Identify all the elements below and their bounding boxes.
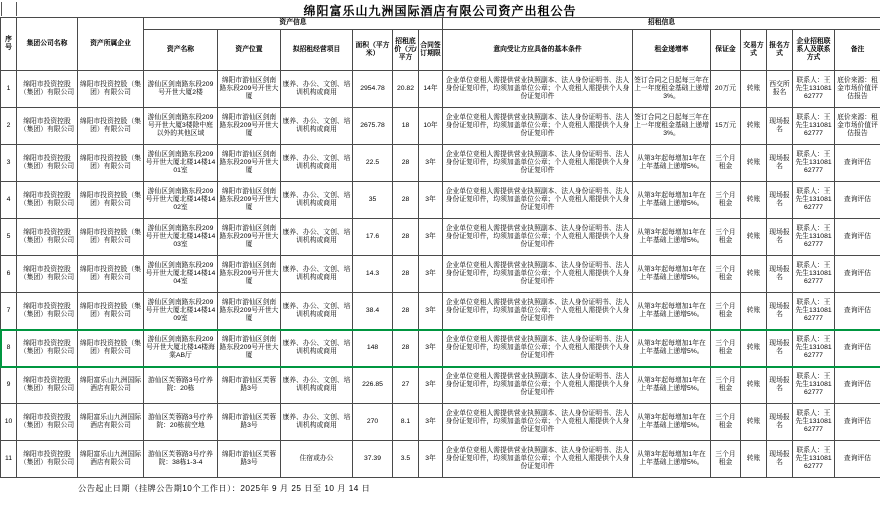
cell-conditions: 企业单位竞租人需提供营业执照副本、法人身份证明书、法人身份证复印件，均须加盖单位公章；个人竞租人需提供个人身份证复印件 [443, 367, 633, 404]
cell-contact: 联系人：王先生13108162777 [793, 367, 835, 404]
cell-rent-increase: 从第3年起每增加1年在上年基础上递增5%。 [633, 145, 711, 182]
cell-project: 康养、办公、文创、培训机构或商用 [281, 71, 353, 108]
cell-remark: 查询评估 [835, 293, 880, 330]
cell-area: 270 [353, 404, 393, 441]
table-row [1, 293, 880, 330]
cell-group-company: 绵阳市投资控股（集团）有限公司 [17, 256, 78, 293]
table-row [1, 145, 880, 182]
cell-area: 2675.78 [353, 108, 393, 145]
cell-trade-method: 转账 [741, 256, 767, 293]
cell-area: 14.3 [353, 256, 393, 293]
cell-asset-name: 游仙区剑南路东段209号开世大厦北楼14楼1404室 [144, 256, 218, 293]
col-header-contact: 企业招租联系人及联系方式 [793, 30, 835, 71]
cell-group-company: 绵阳市投资控股（集团）有限公司 [17, 404, 78, 441]
cell-seq: 11 [1, 441, 17, 478]
cell-contact: 联系人：王先生13108162777 [793, 256, 835, 293]
col-header-group-company: 集团公司名称 [17, 18, 78, 71]
cell-seq: 5 [1, 219, 17, 256]
grid-line [16, 2, 17, 16]
cell-remark: 查询评估 [835, 182, 880, 219]
col-header-owner-company: 资产所属企业 [78, 18, 144, 71]
cell-group-company: 绵阳市投资控股（集团）有限公司 [17, 145, 78, 182]
cell-seq: 4 [1, 182, 17, 219]
table-row [1, 219, 880, 256]
cell-signup-method: 西交所报名 [767, 71, 793, 108]
cell-asset-name: 游仙区剑南路东段209号开世大厦北楼14楼海棠AB厅 [144, 330, 218, 367]
cell-deposit: 三个月租金 [711, 367, 741, 404]
cell-remark: 底价来源：租金市场价值评估报告 [835, 108, 880, 145]
cell-contact: 联系人：王先生13108162777 [793, 108, 835, 145]
asset-rental-table [0, 17, 880, 478]
cell-signup-method: 现场报名 [767, 256, 793, 293]
cell-area: 17.6 [353, 219, 393, 256]
cell-rent-increase: 从第3年起每增加1年在上年基础上递增5%。 [633, 404, 711, 441]
cell-deposit: 三个月租金 [711, 219, 741, 256]
cell-rent-increase: 从第3年起每增加1年在上年基础上递增5%。 [633, 256, 711, 293]
cell-conditions: 企业单位竞租人需提供营业执照副本、法人身份证明书、法人身份证复印件，均须加盖单位公章；个人竞租人需提供个人身份证复印件 [443, 219, 633, 256]
cell-group-company: 绵阳市投资控股（集团）有限公司 [17, 330, 78, 367]
cell-project: 康养、办公、文创、培训机构或商用 [281, 367, 353, 404]
table-body [1, 71, 880, 478]
cell-area: 38.4 [353, 293, 393, 330]
cell-term: 14年 [419, 71, 443, 108]
cell-rent-increase: 从第3年起每增加1年在上年基础上递增5%。 [633, 182, 711, 219]
cell-area: 148 [353, 330, 393, 367]
cell-signup-method: 现场报名 [767, 404, 793, 441]
cell-base-price: 28 [393, 330, 419, 367]
page-title-row [0, 0, 880, 17]
cell-seq: 6 [1, 256, 17, 293]
cell-project: 康养、办公、文创、培训机构或商用 [281, 330, 353, 367]
cell-term: 3年 [419, 219, 443, 256]
cell-signup-method: 现场报名 [767, 145, 793, 182]
cell-base-price: 28 [393, 145, 419, 182]
cell-term: 3年 [419, 256, 443, 293]
cell-owner-company: 绵阳市投资控股（集团）有限公司 [78, 330, 144, 367]
cell-remark: 查询评估 [835, 367, 880, 404]
cell-project: 康养、办公、文创、培训机构或商用 [281, 182, 353, 219]
cell-asset-name: 游仙区芙蓉路3号疗养院：38栋1-3-4 [144, 441, 218, 478]
cell-conditions: 企业单位竞租人需提供营业执照副本、法人身份证明书、法人身份证复印件，均须加盖单位公章；个人竞租人需提供个人身份证复印件 [443, 441, 633, 478]
page-title: 绵阳富乐山九洲国际酒店有限公司资产出租公告 [303, 4, 577, 18]
cell-asset-location: 绵阳市游仙区芙蓉路3号 [218, 441, 281, 478]
col-header-project: 拟招租经营项目 [281, 30, 353, 71]
cell-contact: 联系人：王先生13108162777 [793, 182, 835, 219]
cell-trade-method: 转账 [741, 441, 767, 478]
cell-conditions: 企业单位竞租人需提供营业执照副本、法人身份证明书、法人身份证复印件，均须加盖单位公章；个人竞租人需提供个人身份证复印件 [443, 404, 633, 441]
col-header-rent-increase: 租金递增率 [633, 30, 711, 71]
cell-term: 3年 [419, 145, 443, 182]
cell-remark: 查询评估 [835, 256, 880, 293]
cell-conditions: 企业单位竞租人需提供营业执照副本、法人身份证明书、法人身份证复印件，均须加盖单位公章；个人竞租人需提供个人身份证复印件 [443, 145, 633, 182]
table-row [1, 441, 880, 478]
cell-base-price: 28 [393, 219, 419, 256]
cell-signup-method: 现场报名 [767, 182, 793, 219]
cell-conditions: 企业单位竞租人需提供营业执照副本、法人身份证明书、法人身份证复印件，均须加盖单位公章；个人竞租人需提供个人身份证复印件 [443, 293, 633, 330]
cell-asset-name: 游仙区剑南路东段209号开世大厦北楼14楼1401室 [144, 145, 218, 182]
cell-trade-method: 转账 [741, 219, 767, 256]
cell-base-price: 20.82 [393, 71, 419, 108]
cell-rent-increase: 从第3年起每增加1年在上年基础上递增5%。 [633, 367, 711, 404]
cell-owner-company: 绵阳市投资控股（集团）有限公司 [78, 256, 144, 293]
group-header-asset-info: 资产信息 [144, 18, 443, 30]
cell-signup-method: 现场报名 [767, 330, 793, 367]
cell-contact: 联系人：王先生13108162777 [793, 219, 835, 256]
cell-area: 226.85 [353, 367, 393, 404]
cell-owner-company: 绵阳市投资控股（集团）有限公司 [78, 71, 144, 108]
cell-asset-location: 绵阳市游仙区剑南路东段209号开世大厦 [218, 219, 281, 256]
cell-group-company: 绵阳市投资控股（集团）有限公司 [17, 182, 78, 219]
cell-area: 37.39 [353, 441, 393, 478]
cell-project: 康养、办公、文创、培训机构或商用 [281, 108, 353, 145]
cell-project: 康养、办公、文创、培训机构或商用 [281, 404, 353, 441]
cell-owner-company: 绵阳富乐山九洲国际酒店有限公司 [78, 441, 144, 478]
cell-asset-location: 绵阳市游仙区剑南路东段209号开世大厦 [218, 256, 281, 293]
table-row [1, 404, 880, 441]
cell-trade-method: 转账 [741, 330, 767, 367]
cell-base-price: 28 [393, 293, 419, 330]
cell-remark: 查询评估 [835, 219, 880, 256]
cell-trade-method: 转账 [741, 404, 767, 441]
cell-seq: 7 [1, 293, 17, 330]
cell-rent-increase: 签订合同之日起每三年在上一年度租金基础上递增3%。 [633, 71, 711, 108]
cell-group-company: 绵阳市投资控股（集团）有限公司 [17, 219, 78, 256]
grid-line [1, 2, 2, 16]
cell-project: 康养、办公、文创、培训机构或商用 [281, 256, 353, 293]
cell-asset-location: 绵阳市游仙区剑南路东段209号开世大厦 [218, 293, 281, 330]
cell-remark: 查询评估 [835, 404, 880, 441]
cell-signup-method: 现场报名 [767, 293, 793, 330]
cell-asset-location: 绵阳市游仙区剑南路东段209号开世大厦 [218, 71, 281, 108]
cell-owner-company: 绵阳市投资控股（集团）有限公司 [78, 293, 144, 330]
cell-rent-increase: 从第3年起每增加1年在上年基础上递增5%。 [633, 219, 711, 256]
cell-owner-company: 绵阳市投资控股（集团）有限公司 [78, 108, 144, 145]
header-group-row [1, 18, 880, 30]
cell-asset-location: 绵阳市游仙区剑南路东段209号开世大厦 [218, 145, 281, 182]
cell-remark: 查询评估 [835, 441, 880, 478]
cell-asset-name: 游仙区芙蓉路3号疗养院：20栋 [144, 367, 218, 404]
cell-rent-increase: 从第3年起每增加1年在上年基础上递增5%。 [633, 293, 711, 330]
col-header-conditions: 意向受让方应具备的基本条件 [443, 30, 633, 71]
cell-signup-method: 现场报名 [767, 367, 793, 404]
cell-asset-name: 游仙区剑南路东段209号开世大厦北楼14楼1409室 [144, 293, 218, 330]
cell-contact: 联系人：王先生13108162777 [793, 293, 835, 330]
col-header-asset-location: 资产位置 [218, 30, 281, 71]
cell-signup-method: 现场报名 [767, 219, 793, 256]
col-header-deposit: 保证金 [711, 30, 741, 71]
table-row [1, 182, 880, 219]
cell-base-price: 28 [393, 256, 419, 293]
cell-term: 3年 [419, 182, 443, 219]
cell-deposit: 三个月租金 [711, 256, 741, 293]
cell-rent-increase: 从第3年起每增加1年在上年基础上递增5%。 [633, 330, 711, 367]
cell-deposit: 三个月租金 [711, 293, 741, 330]
table-row [1, 256, 880, 293]
cell-trade-method: 转账 [741, 367, 767, 404]
cell-contact: 联系人：王先生13108162777 [793, 441, 835, 478]
cell-conditions: 企业单位竞租人需提供营业执照副本、法人身份证明书、法人身份证复印件，均须加盖单位公章；个人竞租人需提供个人身份证复印件 [443, 108, 633, 145]
cell-term: 3年 [419, 293, 443, 330]
cell-project: 住宿或办公 [281, 441, 353, 478]
cell-deposit: 三个月租金 [711, 441, 741, 478]
cell-rent-increase: 从第3年起每增加1年在上年基础上递增5%。 [633, 441, 711, 478]
cell-project: 康养、办公、文创、培训机构或商用 [281, 219, 353, 256]
col-header-signup-method: 报名方式 [767, 30, 793, 71]
table-row [1, 367, 880, 404]
cell-deposit: 三个月租金 [711, 330, 741, 367]
cell-conditions: 企业单位竞租人需提供营业执照副本、法人身份证明书、法人身份证复印件，均须加盖单位公章；个人竞租人需提供个人身份证复印件 [443, 330, 633, 367]
cell-seq: 1 [1, 71, 17, 108]
cell-term: 3年 [419, 367, 443, 404]
cell-asset-name: 游仙区芙蓉路3号疗养院：20栋前空地 [144, 404, 218, 441]
cell-remark: 查询评估 [835, 145, 880, 182]
cell-conditions: 企业单位竞租人需提供营业执照副本、法人身份证明书、法人身份证复印件，均须加盖单位公章；个人竞租人需提供个人身份证复印件 [443, 182, 633, 219]
cell-area: 22.5 [353, 145, 393, 182]
cell-asset-location: 绵阳市游仙区芙蓉路3号 [218, 367, 281, 404]
cell-contact: 联系人：王先生13108162777 [793, 404, 835, 441]
cell-project: 康养、办公、文创、培训机构或商用 [281, 145, 353, 182]
group-header-rental-info: 招租信息 [443, 18, 880, 30]
cell-contact: 联系人：王先生13108162777 [793, 330, 835, 367]
cell-conditions: 企业单位竞租人需提供营业执照副本、法人身份证明书、法人身份证复印件，均须加盖单位公章；个人竞租人需提供个人身份证复印件 [443, 71, 633, 108]
cell-group-company: 绵阳市投资控股（集团）有限公司 [17, 367, 78, 404]
cell-seq: 8 [1, 330, 17, 367]
cell-trade-method: 转账 [741, 108, 767, 145]
cell-group-company: 绵阳市投资控股（集团）有限公司 [17, 441, 78, 478]
col-header-remark: 备注 [835, 30, 880, 71]
cell-seq: 10 [1, 404, 17, 441]
cell-group-company: 绵阳市投资控股（集团）有限公司 [17, 108, 78, 145]
cell-contact: 联系人：王先生13108162777 [793, 71, 835, 108]
table-row [1, 330, 880, 367]
cell-seq: 9 [1, 367, 17, 404]
cell-base-price: 27 [393, 367, 419, 404]
cell-owner-company: 绵阳市投资控股（集团）有限公司 [78, 219, 144, 256]
cell-signup-method: 现场报名 [767, 108, 793, 145]
cell-deposit: 三个月租金 [711, 145, 741, 182]
announcement-period-footer: 公告起止日期（挂牌公告期10个工作日）：2025年 9 月 25 日至 10 月 14 日 [78, 483, 371, 493]
cell-signup-method: 现场报名 [767, 441, 793, 478]
cell-trade-method: 转账 [741, 182, 767, 219]
cell-project: 康养、办公、文创、培训机构或商用 [281, 293, 353, 330]
col-header-base-price: 招租底价（元/平方 [393, 30, 419, 71]
cell-owner-company: 绵阳富乐山九洲国际酒店有限公司 [78, 367, 144, 404]
cell-contact: 联系人：王先生13108162777 [793, 145, 835, 182]
cell-group-company: 绵阳市投资控股（集团）有限公司 [17, 293, 78, 330]
cell-conditions: 企业单位竞租人需提供营业执照副本、法人身份证明书、法人身份证复印件，均须加盖单位公章；个人竞租人需提供个人身份证复印件 [443, 256, 633, 293]
cell-asset-name: 游仙区剑南路东段209号开世大厦北楼14楼1403室 [144, 219, 218, 256]
cell-term: 3年 [419, 441, 443, 478]
cell-asset-location: 绵阳市游仙区芙蓉路3号 [218, 404, 281, 441]
cell-term: 10年 [419, 108, 443, 145]
cell-asset-name: 游仙区剑南路东段209号开世大厦北楼14楼1402室 [144, 182, 218, 219]
cell-base-price: 3.5 [393, 441, 419, 478]
cell-trade-method: 转账 [741, 145, 767, 182]
cell-asset-location: 绵阳市游仙区剑南路东段209号开世大厦 [218, 182, 281, 219]
col-header-contract-term: 合同签订期限 [419, 30, 443, 71]
cell-asset-location: 绵阳市游仙区剑南路东段209号开世大厦 [218, 108, 281, 145]
cell-asset-name: 游仙区剑南路东段209号开世大厦2楼 [144, 71, 218, 108]
table-row [1, 108, 880, 145]
cell-area: 2954.78 [353, 71, 393, 108]
cell-asset-name: 游仙区剑南路东段209号开世大厦3楼除中庭以外的其他区域 [144, 108, 218, 145]
cell-group-company: 绵阳市投资控股（集团）有限公司 [17, 71, 78, 108]
cell-remark: 查询评估 [835, 330, 880, 367]
cell-trade-method: 转账 [741, 293, 767, 330]
cell-seq: 3 [1, 145, 17, 182]
col-header-area: 面积（平方米） [353, 30, 393, 71]
cell-base-price: 18 [393, 108, 419, 145]
cell-rent-increase: 签订合同之日起每三年在上一年度租金基础上递增3%。 [633, 108, 711, 145]
cell-seq: 2 [1, 108, 17, 145]
cell-base-price: 8.1 [393, 404, 419, 441]
table-row [1, 71, 880, 108]
cell-deposit: 三个月租金 [711, 404, 741, 441]
cell-deposit: 15万元 [711, 108, 741, 145]
cell-deposit: 20万元 [711, 71, 741, 108]
cell-deposit: 三个月租金 [711, 182, 741, 219]
cell-base-price: 28 [393, 182, 419, 219]
col-header-seq: 序号 [1, 18, 17, 71]
cell-owner-company: 绵阳市投资控股（集团）有限公司 [78, 145, 144, 182]
col-header-trade-method: 交易方式 [741, 30, 767, 71]
cell-owner-company: 绵阳市投资控股（集团）有限公司 [78, 182, 144, 219]
cell-trade-method: 转账 [741, 71, 767, 108]
col-header-asset-name: 资产名称 [144, 30, 218, 71]
cell-asset-location: 绵阳市游仙区剑南路东段209号开世大厦 [218, 330, 281, 367]
cell-remark: 底价来源：租金市场价值评估报告 [835, 71, 880, 108]
cell-term: 3年 [419, 404, 443, 441]
cell-owner-company: 绵阳富乐山九洲国际酒店有限公司 [78, 404, 144, 441]
cell-term: 3年 [419, 330, 443, 367]
cell-area: 35 [353, 182, 393, 219]
